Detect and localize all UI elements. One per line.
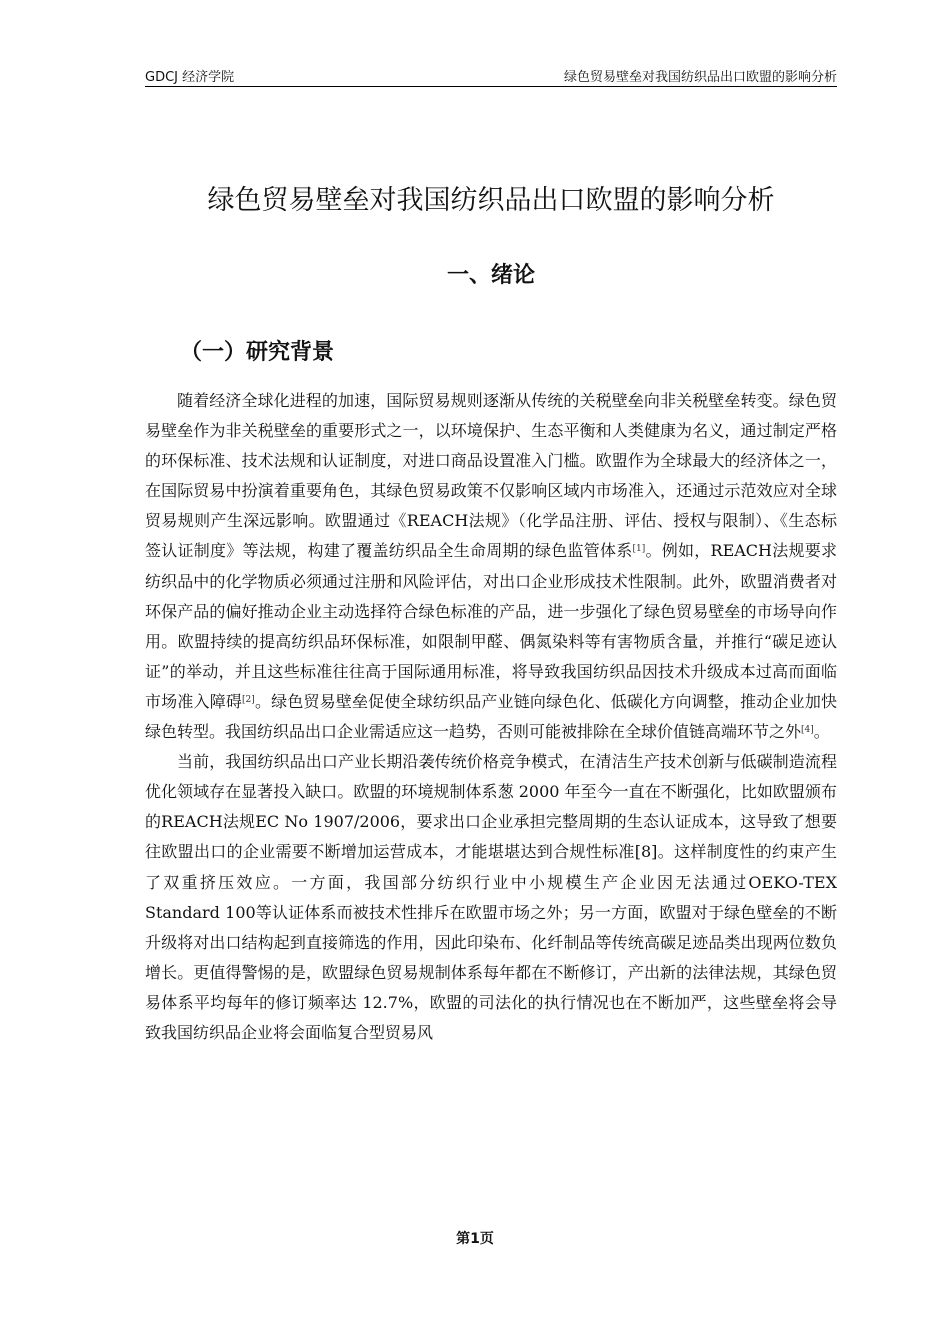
page-number: 第1页 bbox=[456, 1231, 494, 1247]
paragraph-1-part-4: 。 bbox=[813, 722, 830, 742]
paragraph-2: 当前，我国纺织品出口产业长期沿袭传统价格竞争模式，在清洁生产技术创新与低碳制造流程优化领域存在显著投入缺口。欧盟的环境规制体系葱 2000 年至今一直在不断强化，比如欧盟颁布的REACH法规EC No 1907/2006，要求出口企业承担完整周期的生态认证成本，这导致了想要往欧盟出口的企业需要不断增加运营成本，才能堪堪达到合规性标准[8]。这样制度性的约束产生了双重挤压效应。一方面，我国部分纺织行业中小规模生产企业因无法通过OEKO-TEX Standard 100等认证体系而被技术性排斥在欧盟市场之外；另一方面，欧盟对于绿色壁垒的不断升级将对出口结构起到直接筛选的作用，因此印染布、化纤制品等传统高碳足迹品类出现两位数负增长。更值得警惕的是，欧盟绿色贸易规制体系每年都在不断修订，产出新的法律法规，其绿色贸易体系平均每年的修订频率达 12.7%，欧盟的司法化的执行情况也在不断加严，这些壁垒将会导致我国纺织品企业将会面临复合型贸易风 bbox=[145, 752, 837, 1042]
paragraph-1-part-2: 。例如，REACH法规要求纺织品中的化学物质必须通过注册和风险评估，对出口企业形成技术性限制。此外，欧盟消费者对环保产品的偏好推动企业主动选择符合绿色标准的产品，进一步强化了绿色贸易壁垒的市场导向作用。欧盟持续的提高纺织品环保标准，如限制甲醛、偶氮染料等有害物质含量，并推行“碳足迹认证”的举动，并且这些标准往往高于国际通用标准，将导致我国纺织品因技术升级成本过高而面临市场准入障碍 bbox=[145, 541, 837, 711]
header-institution: GDCJ 经济学院 bbox=[145, 70, 235, 85]
header-running-title: 绿色贸易壁垒对我国纺织品出口欧盟的影响分析 bbox=[563, 70, 837, 85]
citation-2[interactable]: [2] bbox=[242, 694, 255, 705]
paragraph-1-part-3: 。绿色贸易壁垒促使全球纺织品产业链向绿色化、低碳化方向调整，推动企业加快绿色转型。我国纺织品出口企业需适应这一趋势，否则可能被排除在全球价值链高端环节之外 bbox=[145, 691, 837, 742]
citation-4[interactable]: [4] bbox=[801, 725, 814, 736]
section-heading: （一）研究背景 bbox=[180, 340, 335, 365]
paragraph-1 bbox=[145, 386, 837, 747]
paragraph-1-part-1: 随着经济全球化进程的加速，国际贸易规则逐渐从传统的关税壁垒向非关税壁垒转变。绿色贸易壁垒作为非关税壁垒的重要形式之一，以环境保护、生态平衡和人类健康为名义，通过制定严格的环保标准、技术法规和认证制度，对进口商品设置准入门槛。欧盟作为全球最大的经济体之一，在国际贸易中扮演着重要角色，其绿色贸易政策不仅影响区域内市场准入，还通过示范效应对全球贸易规则产生深远影响。欧盟通过《REACH法规》（化学品注册、评估、授权与限制）、《生态标签认证制度》等法规，构建了覆盖纺织品全生命周期的绿色监管体系 bbox=[145, 391, 837, 561]
chapter-heading: 一、绪论 bbox=[446, 263, 535, 289]
document-title: 绿色贸易壁垒对我国纺织品出口欧盟的影响分析 bbox=[207, 185, 775, 217]
citation-1[interactable]: [1] bbox=[632, 544, 646, 555]
page-header bbox=[145, 66, 837, 87]
body-text bbox=[145, 386, 837, 1048]
